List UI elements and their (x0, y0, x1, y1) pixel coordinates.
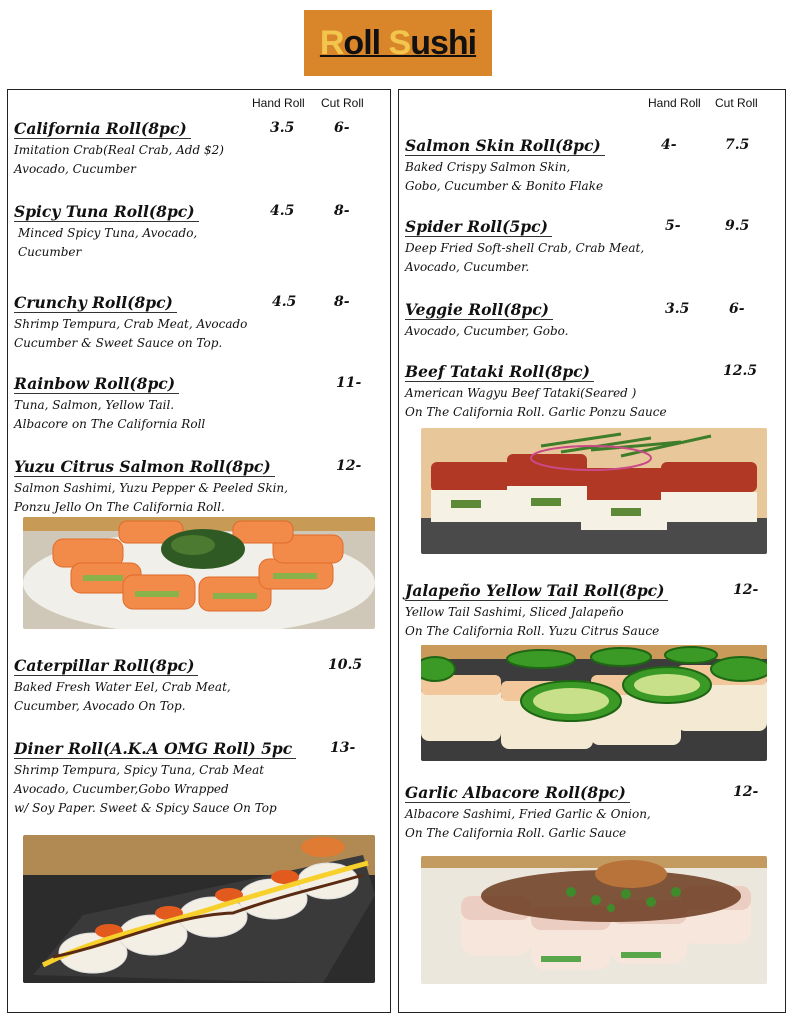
item-name: Crunchy Roll(8pc) (14, 294, 177, 313)
item-name: Jalapeño Yellow Tail Roll(8pc) (405, 582, 668, 601)
item-name: Beef Tataki Roll(8pc) (405, 363, 594, 382)
jalapeno-yellow-tail-roll-photo (421, 645, 767, 761)
item-name: Caterpillar Roll(8pc) (14, 657, 198, 676)
cut-roll-header: Cut Roll (321, 96, 364, 110)
cut-roll-price: 13- (330, 740, 356, 756)
cut-roll-price: 12.5 (723, 363, 758, 379)
hand-roll-price: 3.5 (665, 301, 690, 317)
cut-roll-price: 6- (729, 301, 745, 317)
menu-item (14, 739, 384, 818)
banner-title: Roll Sushi (319, 23, 477, 62)
item-name: Spider Roll(5pc) (405, 218, 552, 237)
item-description: American Wagyu Beef Tataki(Seared ) On The California Roll. Garlic Ponzu Sauce (405, 386, 667, 419)
menu-item (405, 217, 779, 277)
cut-roll-price: 9.5 (725, 218, 750, 234)
item-description: Albacore Sashimi, Fried Garlic & Onion, On The California Roll. Garlic Sauce (405, 807, 651, 840)
cut-roll-header: Cut Roll (715, 96, 758, 110)
menu-item (14, 374, 384, 434)
item-description: Baked Fresh Water Eel, Crab Meat, Cucumber, Avocado On Top. (14, 680, 231, 713)
item-description: Avocado, Cucumber, Gobo. (405, 324, 569, 338)
cut-roll-price: 11- (336, 375, 362, 391)
item-description: Baked Crispy Salmon Skin, Gobo, Cucumber & Bonito Flake (405, 160, 604, 193)
hand-roll-header: Hand Roll (648, 96, 701, 110)
item-description: Shrimp Tempura, Crab Meat, Avocado Cucumber & Sweet Sauce on Top. (14, 317, 248, 350)
item-name: Diner Roll(A.K.A OMG Roll) 5pc (14, 740, 296, 759)
item-description: Yellow Tail Sashimi, Sliced Jalapeño On The California Roll. Yuzu Citrus Sauce (405, 605, 660, 638)
item-description: Minced Spicy Tuna, Avocado, Cucumber (18, 226, 198, 259)
item-name: California Roll(8pc) (14, 120, 191, 139)
garlic-albacore-roll-photo (421, 856, 767, 984)
yuzu-salmon-roll-photo (23, 517, 375, 629)
item-name: Rainbow Roll(8pc) (14, 375, 179, 394)
menu-item (14, 119, 384, 179)
menu-item (405, 783, 779, 843)
menu-panel-right (398, 89, 786, 1013)
diner-roll-photo (23, 835, 375, 983)
menu-item (405, 581, 779, 641)
beef-tataki-roll-photo (421, 428, 767, 554)
menu-item (405, 136, 779, 196)
cut-roll-price: 6- (334, 120, 350, 136)
hand-roll-header: Hand Roll (252, 96, 305, 110)
item-description: Imitation Crab(Real Crab, Add $2) Avocado, Cucumber (14, 143, 224, 176)
item-description: Salmon Sashimi, Yuzu Pepper & Peeled Skin, Ponzu Jello On The California Roll. (14, 481, 288, 514)
menu-item (405, 362, 779, 422)
cut-roll-price: 12- (733, 784, 759, 800)
cut-roll-price: 12- (733, 582, 759, 598)
menu-panel-left (7, 89, 391, 1013)
hand-roll-price: 4.5 (270, 203, 295, 219)
menu-item (14, 457, 384, 517)
item-name: Salmon Skin Roll(8pc) (405, 137, 605, 156)
cut-roll-price: 10.5 (328, 657, 363, 673)
item-description: Shrimp Tempura, Spicy Tuna, Crab Meat Avocado, Cucumber,Gobo Wrapped w/ Soy Paper. Sweet & Spicy Sauce On Top (14, 763, 277, 815)
restaurant-banner (304, 10, 492, 76)
hand-roll-price: 4.5 (272, 294, 297, 310)
item-description: Tuna, Salmon, Yellow Tail. Albacore on The California Roll (14, 398, 206, 431)
item-name: Spicy Tuna Roll(8pc) (14, 203, 199, 222)
cut-roll-price: 8- (334, 294, 350, 310)
cut-roll-price: 7.5 (725, 137, 750, 153)
cut-roll-price: 12- (336, 458, 362, 474)
item-description: Deep Fried Soft-shell Crab, Crab Meat, Avocado, Cucumber. (405, 241, 645, 274)
menu-item (14, 202, 384, 262)
hand-roll-price: 5- (665, 218, 681, 234)
item-name: Veggie Roll(8pc) (405, 301, 553, 320)
menu-item (14, 656, 384, 716)
item-name: Yuzu Citrus Salmon Roll(8pc) (14, 458, 275, 477)
hand-roll-price: 4- (661, 137, 677, 153)
menu-item (14, 293, 384, 353)
hand-roll-price: 3.5 (270, 120, 295, 136)
cut-roll-price: 8- (334, 203, 350, 219)
item-name: Garlic Albacore Roll(8pc) (405, 784, 630, 803)
menu-item (405, 300, 779, 341)
